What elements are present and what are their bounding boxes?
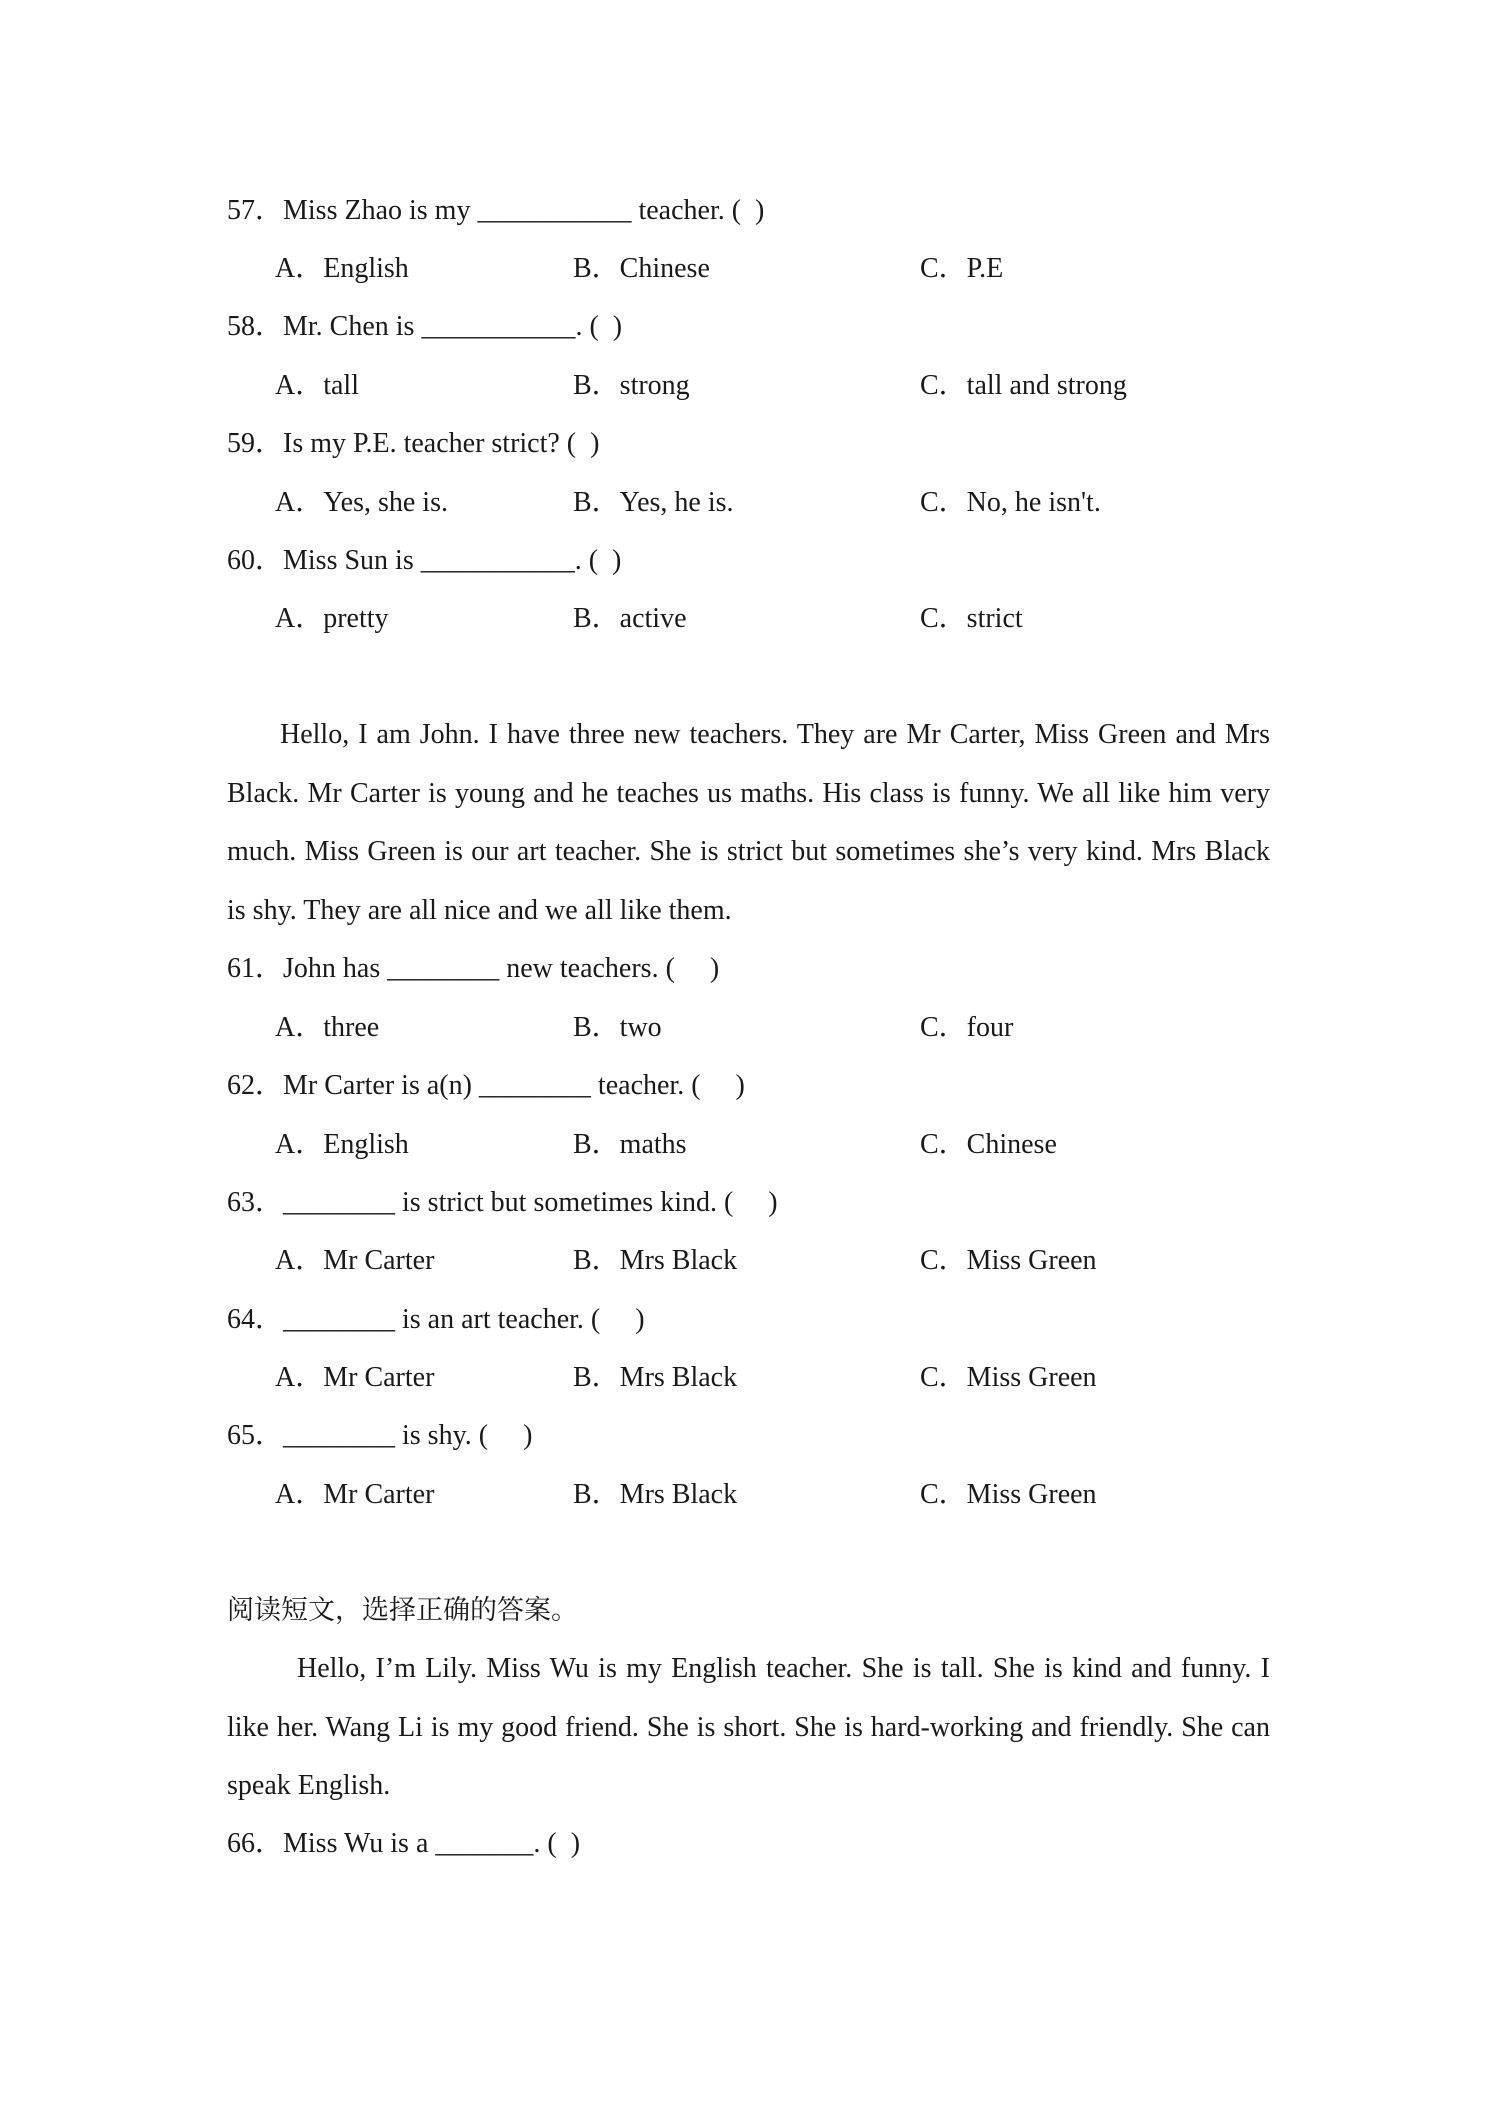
question-61: 61．John has ________ new teachers. ( ) (227, 953, 720, 984)
question-59: 59．Is my P.E. teacher strict? ( ) (227, 428, 600, 459)
option-62-a: A．English (275, 1129, 409, 1160)
option-63-c: C．Miss Green (920, 1245, 1097, 1276)
option-63-b: B．Mrs Black (573, 1245, 738, 1276)
question-58: 58．Mr. Chen is ___________. ( ) (227, 311, 623, 342)
option-61-b: B．two (573, 1012, 662, 1043)
reading-passage-lily: Hello, I’m Lily. Miss Wu is my English teacher. She is tall. She is kind and funny. I like her. Wang Li is my good friend. She is short. She is hard-working and friendly. She can speak English. (227, 1653, 1270, 1802)
question-63: 63．________ is strict but sometimes kind. ( ) (227, 1187, 778, 1218)
options-64 (0, 1358, 1488, 1398)
option-57-b: B．Chinese (573, 253, 710, 284)
option-64-b: B．Mrs Black (573, 1362, 738, 1393)
option-59-a: A．Yes, she is. (275, 487, 448, 518)
options-61 (0, 1008, 1488, 1048)
option-64-c: C．Miss Green (920, 1362, 1097, 1393)
option-63-a: A．Mr Carter (275, 1245, 435, 1276)
option-60-b: B．active (573, 603, 687, 634)
option-61-a: A．three (275, 1012, 380, 1043)
question-62: 62．Mr Carter is a(n) ________ teacher. ( ) (227, 1070, 745, 1101)
option-60-a: A．pretty (275, 603, 389, 634)
question-65: 65．________ is shy. ( ) (227, 1420, 533, 1451)
section-instruction: 阅读短文，选择正确的答案。 (227, 1595, 578, 1626)
option-57-c: C．P.E (920, 253, 1004, 284)
options-63 (0, 1241, 1488, 1281)
question-57: 57．Miss Zhao is my ___________ teacher. ( ) (227, 195, 765, 226)
option-58-a: A．tall (275, 370, 359, 401)
option-65-a: A．Mr Carter (275, 1479, 435, 1510)
question-64: 64．________ is an art teacher. ( ) (227, 1304, 645, 1335)
options-58 (0, 366, 1488, 406)
options-59 (0, 483, 1488, 523)
option-62-c: C．Chinese (920, 1129, 1057, 1160)
question-60: 60．Miss Sun is ___________. ( ) (227, 545, 622, 576)
option-57-a: A．English (275, 253, 409, 284)
option-59-c: C．No, he isn't. (920, 487, 1101, 518)
option-59-b: B．Yes, he is. (573, 487, 734, 518)
option-61-c: C．four (920, 1012, 1014, 1043)
option-58-c: C．tall and strong (920, 370, 1127, 401)
option-64-a: A．Mr Carter (275, 1362, 435, 1393)
option-58-b: B．strong (573, 370, 690, 401)
options-60 (0, 599, 1488, 639)
option-62-b: B．maths (573, 1129, 687, 1160)
option-65-b: B．Mrs Black (573, 1479, 738, 1510)
options-62 (0, 1125, 1488, 1165)
reading-passage-john: Hello, I am John. I have three new teachers. They are Mr Carter, Miss Green and Mrs Black. Mr Carter is young and he teaches us maths. His class is funny. We all like him very much. Miss Green is our art teacher. She is strict but sometimes she’s very kind. Mrs Black is shy. They are all nice and we all like them. (227, 719, 1270, 926)
option-60-c: C．strict (920, 603, 1023, 634)
options-65 (0, 1475, 1488, 1515)
question-66: 66．Miss Wu is a _______. ( ) (227, 1828, 581, 1859)
option-65-c: C．Miss Green (920, 1479, 1097, 1510)
options-57 (0, 249, 1488, 289)
